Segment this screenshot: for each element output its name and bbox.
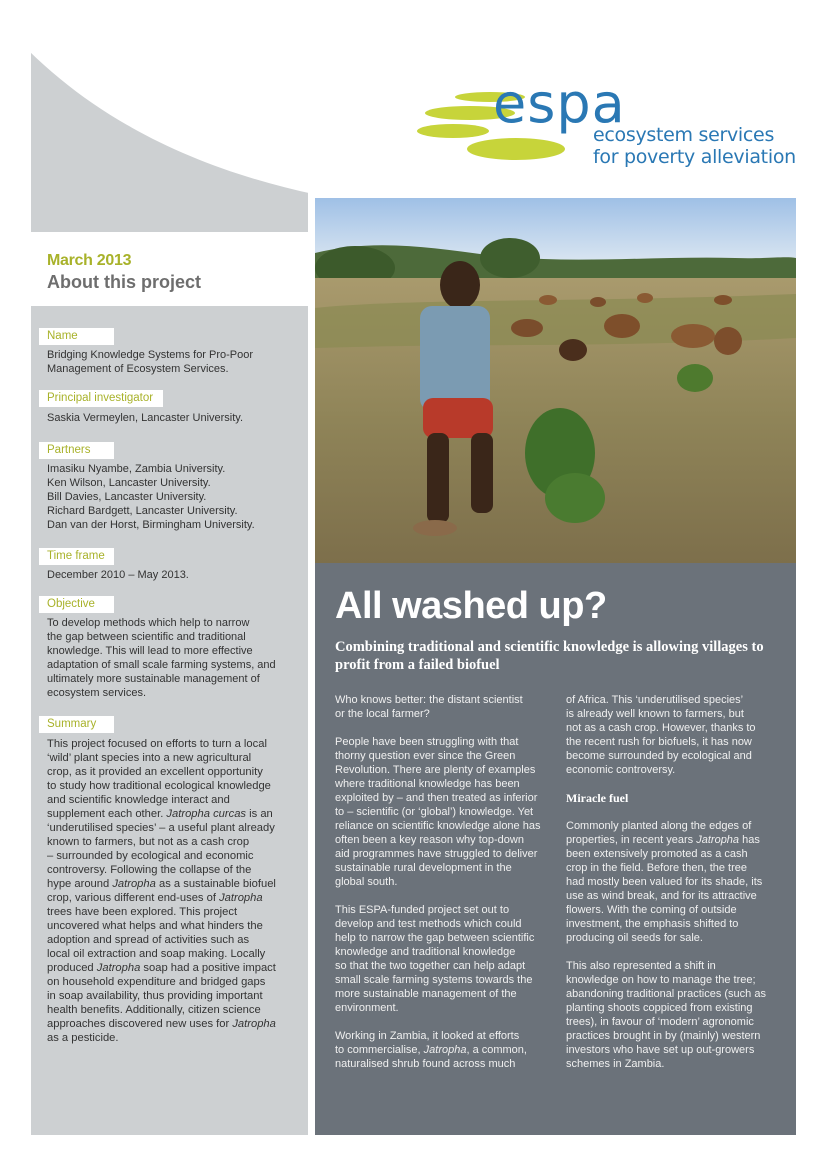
text-line: to study how traditional ecological knowledge xyxy=(47,780,271,792)
project-photo xyxy=(315,198,796,563)
text-line: knowledge. This will lead to more effective xyxy=(47,645,253,657)
text-line: so that the two together can help adapt xyxy=(335,960,526,972)
text-line: more sustainable management of the xyxy=(335,988,517,1000)
text-line: to – scientific (or ‘global’) knowledge. Yet xyxy=(335,806,534,818)
text-line: This ESPA-funded project set out to xyxy=(335,904,510,916)
text-line: local oil extraction and soap making. Locally xyxy=(47,948,266,960)
text-line: approaches discovered new uses for Jatropha xyxy=(47,1018,276,1030)
text-line: thorny question ever since the Green xyxy=(335,750,516,762)
text-line: This also represented a shift in xyxy=(566,960,716,972)
text-line: health benefits. Additionally, citizen science xyxy=(47,1004,261,1016)
text-line: Bridging Knowledge Systems for Pro-Poor xyxy=(47,349,254,361)
pi-label: Principal investigator xyxy=(39,390,163,407)
paragraph xyxy=(566,819,786,945)
text-line: trees have been explored. This project xyxy=(47,906,238,918)
text-line: ‘wild’ plant species into a new agricultural xyxy=(47,752,252,764)
partner-item: Richard Bardgett, Lancaster University. xyxy=(47,505,238,517)
text-line: small scale farming systems towards the xyxy=(335,974,533,986)
objective-label: Objective xyxy=(39,596,114,613)
text-line: exploited by – and then treated as inferior xyxy=(335,792,538,804)
text-line: trees), in favour of ‘modern’ agronomic xyxy=(566,1016,754,1028)
logo-ellipse-4 xyxy=(467,138,565,160)
text-line: produced Jatropha soap had a positive impact xyxy=(47,962,276,974)
text-line: ecosystem services. xyxy=(47,687,147,699)
about-title: About this project xyxy=(47,272,201,292)
text-line: supplement each other. Jatropha curcas is an xyxy=(47,808,273,820)
text-line: not as a cash crop. However, thanks to xyxy=(566,722,756,734)
text-line: the recent rush for biofuels, it has now xyxy=(566,736,752,748)
paragraph xyxy=(335,903,555,1015)
paragraph xyxy=(566,693,786,777)
text-line: naturalised shrub found across much xyxy=(335,1058,516,1070)
text-line: global south. xyxy=(335,876,398,888)
text-line: often been a key reason why top-down xyxy=(335,834,524,846)
text-line: is already well known to farmers, but xyxy=(566,708,744,720)
text-line: – surrounded by ecological and economic xyxy=(47,850,254,862)
timeframe-label: Time frame xyxy=(39,548,114,565)
text-line: Working in Zambia, it looked at efforts xyxy=(335,1030,520,1042)
partners-label: Partners xyxy=(39,442,114,459)
text-line: knowledge and traditional knowledge xyxy=(335,946,516,958)
text-line: ‘underutilised species’ – a useful plant already xyxy=(47,822,275,834)
article-column-2 xyxy=(566,693,786,1085)
objective-text xyxy=(47,616,299,700)
text-line: of Africa. This ‘underutilised species’ xyxy=(566,694,744,706)
text-line: develop and test methods which could xyxy=(335,918,522,930)
text-line: crop, various different end-uses of Jatropha xyxy=(47,892,263,904)
name-label: Name xyxy=(39,328,114,345)
text-line: Who knows better: the distant scientist xyxy=(335,694,523,706)
text-line: to commercialise, Jatropha, a common, xyxy=(335,1044,527,1056)
text-line: known to farmers, but not as a cash crop xyxy=(47,836,250,848)
article-subhead: Combining traditional and scientific knowledge is allowing villages to profit from a failed biofuel xyxy=(335,639,764,673)
text-line: producing oil seeds for sale. xyxy=(566,932,703,944)
project-date: March 2013 xyxy=(47,252,132,269)
text-line: in soap availability, thus providing important xyxy=(47,990,263,1002)
text-line: hype around Jatropha as a sustainable biofuel xyxy=(47,878,276,890)
paragraph xyxy=(335,1029,555,1071)
paragraph xyxy=(566,959,786,1071)
text-line: had mostly been valued for its shade, its xyxy=(566,876,763,888)
name-text xyxy=(47,348,299,376)
text-line: abandoning traditional practices (such as xyxy=(566,988,766,1000)
logo-ellipse-3 xyxy=(417,124,489,138)
text-line: the gap between scientific and traditional xyxy=(47,631,246,643)
pi-text xyxy=(47,411,299,425)
sidebar-header xyxy=(31,232,308,306)
text-line: To develop methods which help to narrow xyxy=(47,617,250,629)
text-line: reliance on scientific knowledge alone has xyxy=(335,820,541,832)
text-line: sustainable rural development in the xyxy=(335,862,512,874)
paragraph xyxy=(335,735,555,889)
text-line: practices brought in by (mainly) western xyxy=(566,1030,761,1042)
text-line: environment. xyxy=(335,1002,399,1014)
article-column-1 xyxy=(335,693,555,1085)
text-line: Revolution. There are plenty of examples xyxy=(335,764,536,776)
text-line: December 2010 – May 2013. xyxy=(47,569,189,581)
text-line: Management of Ecosystem Services. xyxy=(47,363,229,375)
text-line: ultimately more sustainable management of xyxy=(47,673,260,685)
logo-word: espa xyxy=(493,72,626,135)
text-line: crop, as it provided an excellent opportunity xyxy=(47,766,263,778)
text-line: become surrounded by ecological and xyxy=(566,750,752,762)
text-line: investors who have set up out-growers xyxy=(566,1044,755,1056)
text-line: adoption and spread of activities such as xyxy=(47,934,250,946)
text-line: aid programmes have struggled to deliver xyxy=(335,848,538,860)
partners-list xyxy=(47,462,299,532)
timeframe-text xyxy=(47,568,299,582)
text-line: schemes in Zambia. xyxy=(566,1058,665,1070)
summary-label: Summary xyxy=(39,716,114,733)
section-heading-miracle-fuel: Miracle fuel xyxy=(566,791,629,805)
article-headline: All washed up? xyxy=(335,585,607,627)
text-line: controversy. Following the collapse of the xyxy=(47,864,252,876)
text-line: uncovered what helps and what hinders the xyxy=(47,920,263,932)
text-line: This project focused on efforts to turn a local xyxy=(47,738,267,750)
text-line: or the local farmer? xyxy=(335,708,430,720)
text-line: Commonly planted along the edges of xyxy=(566,820,752,832)
text-line: use as wind break, and for its attractive xyxy=(566,890,757,902)
text-line: been extensively promoted as a cash xyxy=(566,848,748,860)
text-line: where traditional knowledge has been xyxy=(335,778,520,790)
text-line: People have been struggling with that xyxy=(335,736,519,748)
text-line: economic controversy. xyxy=(566,764,676,776)
espa-logo xyxy=(415,72,796,178)
text-line: as a pesticide. xyxy=(47,1032,119,1044)
text-line: flowers. With the coming of outside xyxy=(566,904,737,916)
text-line: planting shoots coppiced from existing xyxy=(566,1002,753,1014)
article-panel xyxy=(315,563,796,1135)
text-line: knowledge on how to manage the tree; xyxy=(566,974,756,986)
partner-item: Ken Wilson, Lancaster University. xyxy=(47,477,211,489)
text-line: help to narrow the gap between scientific xyxy=(335,932,535,944)
text-line: on household expenditure and bridged gaps xyxy=(47,976,266,988)
logo-tagline-1: ecosystem services xyxy=(593,124,775,146)
text-line: Saskia Vermeylen, Lancaster University. xyxy=(47,412,244,424)
text-line: crop in the field. Before then, the tree xyxy=(566,862,748,874)
text-line: properties, in recent years Jatropha has xyxy=(566,834,760,846)
partner-item: Dan van der Horst, Birmingham University. xyxy=(47,519,255,531)
text-line: investment, the emphasis shifted to xyxy=(566,918,739,930)
text-line: and scientific knowledge interact and xyxy=(47,794,230,806)
summary-text xyxy=(47,737,299,1045)
logo-tagline-2: for poverty alleviation xyxy=(593,146,796,168)
paragraph xyxy=(335,693,555,721)
text-line: adaptation of small scale farming systems, and xyxy=(47,659,276,671)
partner-item: Bill Davies, Lancaster University. xyxy=(47,491,207,503)
partner-item: Imasiku Nyambe, Zambia University. xyxy=(47,463,226,475)
